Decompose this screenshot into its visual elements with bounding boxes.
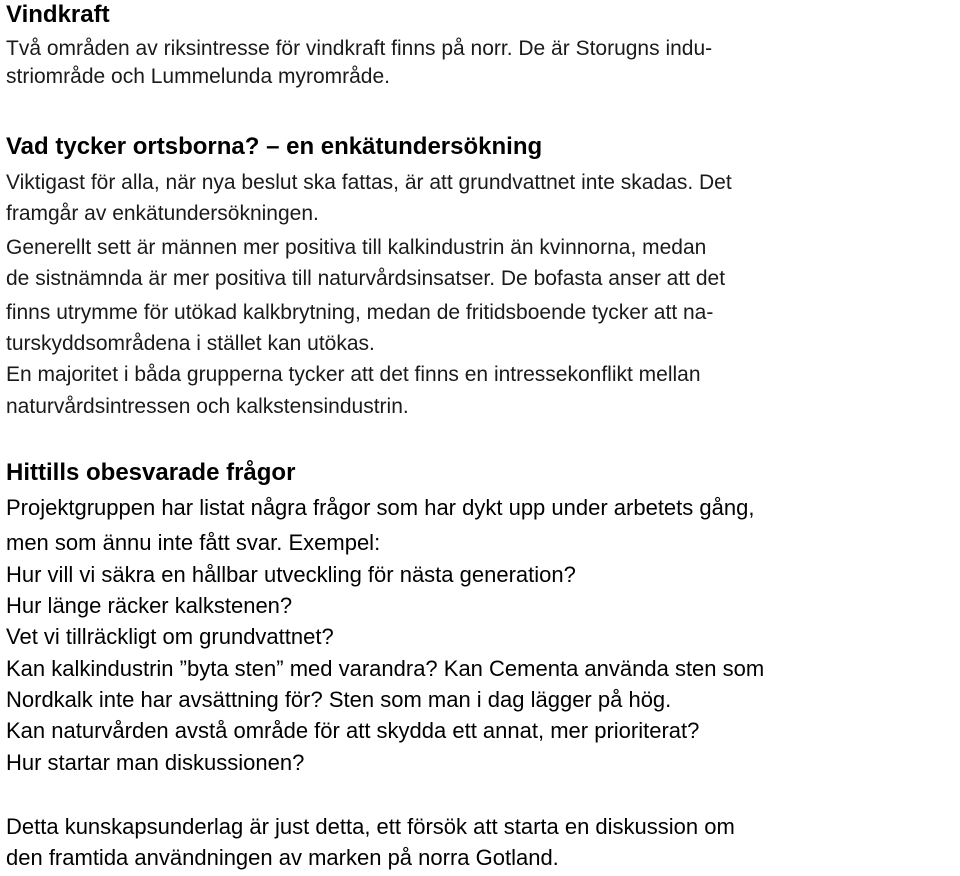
- closing-line: Detta kunskapsunderlag är just detta, ett försök att starta en diskussion om: [6, 814, 735, 839]
- question-line: Hur startar man diskussionen?: [6, 750, 305, 775]
- paragraph-line: finns utrymme för utökad kalkbrytning, medan de fritidsboende tycker att na-: [6, 301, 714, 324]
- question-line: Kan kalkindustrin ”byta sten” med varandra? Kan Cementa använda sten som: [6, 656, 765, 681]
- heading-obesvarade-fragor: Hittills obesvarade frågor: [6, 459, 296, 486]
- question-line: Hur länge räcker kalkstenen?: [6, 593, 293, 618]
- paragraph-line: Viktigast för alla, när nya beslut ska fattas, är att grundvattnet inte skadas. Det: [6, 171, 732, 194]
- closing-line: den framtida användningen av marken på norra Gotland.: [6, 845, 559, 870]
- paragraph-line: naturvårdsintressen och kalkstensindustrin.: [6, 395, 409, 418]
- question-line: Vet vi tillräckligt om grundvattnet?: [6, 624, 334, 649]
- question-line: Kan naturvården avstå område för att skydda ett annat, mer prioriterat?: [6, 718, 700, 743]
- paragraph-line: turskyddsområdena i stället kan utökas.: [6, 332, 375, 355]
- paragraph-line: En majoritet i båda grupperna tycker att det finns en intressekonflikt mellan: [6, 363, 701, 386]
- paragraph-line: striområde och Lummelunda myrområde.: [6, 65, 390, 88]
- question-line: Hur vill vi säkra en hållbar utveckling för nästa generation?: [6, 562, 576, 587]
- heading-ortsborna: Vad tycker ortsborna? – en enkätundersökning: [6, 133, 543, 160]
- paragraph-line: framgår av enkätundersökningen.: [6, 202, 319, 225]
- paragraph-line: men som ännu inte fått svar. Exempel:: [6, 530, 381, 555]
- paragraph-line: de sistnämnda är mer positiva till naturvårdsinsatser. De bofasta anser att det: [6, 267, 726, 290]
- heading-vindkraft: Vindkraft: [6, 1, 110, 28]
- paragraph-line: Projektgruppen har listat några frågor som har dykt upp under arbetets gång,: [6, 495, 755, 520]
- question-line: Nordkalk inte har avsättning för? Sten som man i dag lägger på hög.: [6, 687, 672, 712]
- paragraph-line: Generellt sett är männen mer positiva till kalkindustrin än kvinnorna, medan: [6, 236, 707, 259]
- paragraph-line: Två områden av riksintresse för vindkraft finns på norr. De är Storugns indu-: [6, 37, 713, 60]
